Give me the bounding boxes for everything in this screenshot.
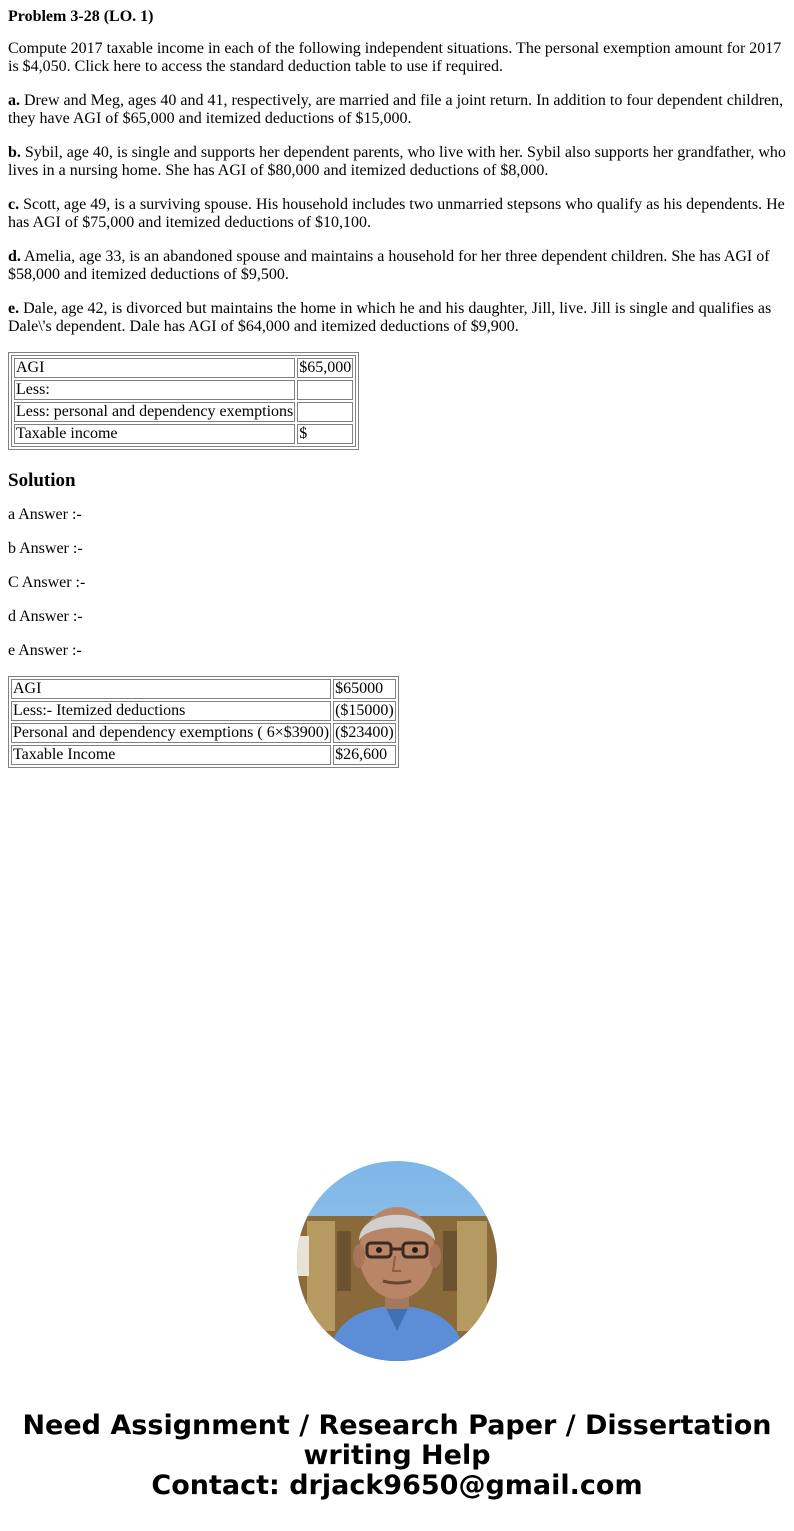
- problem-item-d: [8, 248, 786, 284]
- answer-d: d Answer :-: [8, 608, 83, 625]
- table-row: [14, 358, 353, 378]
- item-letter: e.: [8, 300, 20, 317]
- table-row: [14, 380, 353, 400]
- promo-line: Need Assignment / Research Paper / Dissertation: [22, 1410, 772, 1441]
- table-row: [14, 402, 353, 422]
- item-letter: a.: [8, 92, 20, 109]
- table-label-cell: AGI: [11, 679, 331, 699]
- table-value-cell: ($23400): [335, 724, 394, 741]
- table-row: [11, 723, 396, 743]
- table-value-cell[interactable]: $65,000: [299, 359, 352, 376]
- promo-line: writing Help: [303, 1440, 491, 1471]
- item-letter: d.: [8, 248, 21, 265]
- table-value-cell: $65000: [333, 679, 396, 699]
- table-label-cell: Taxable Income: [11, 745, 331, 765]
- table-row: [11, 745, 396, 765]
- table-value-cell[interactable]: [297, 402, 353, 422]
- solution-heading: Solution: [8, 470, 76, 491]
- document-body: [0, 8, 794, 768]
- answer-a: a Answer :-: [8, 506, 82, 523]
- answer-b: b Answer :-: [8, 540, 83, 557]
- answer-e: e Answer :-: [8, 642, 82, 659]
- problem-item-b: [8, 144, 786, 180]
- table-value-cell[interactable]: $: [297, 424, 353, 444]
- promo-contact: Contact: drjack9650@gmail.com: [151, 1470, 643, 1501]
- table-row: [11, 679, 396, 699]
- problem-title: Problem 3-28 (LO. 1): [8, 8, 154, 25]
- table-row: [11, 701, 396, 721]
- item-text: Sybil, age 40, is single and supports her dependent parents, who live with her. Sybil also supports her grandfather, who lives in a nursing home. She has AGI of $80,000 and itemized deductions of $8,000.: [8, 144, 786, 179]
- author-avatar: [297, 1161, 497, 1361]
- author-portrait-icon: [297, 1161, 497, 1361]
- table-value-cell[interactable]: [297, 380, 353, 400]
- item-text: Scott, age 49, is a surviving spouse. His household includes two unmarried stepsons who qualify as his dependents. He has AGI of $75,000 and itemized deductions of $10,100.: [8, 196, 785, 231]
- promo-banner: [0, 1411, 794, 1501]
- problem-table: [8, 352, 359, 450]
- problem-item-a: [8, 92, 786, 128]
- table-value-cell: $26,600: [333, 745, 396, 765]
- table-row: [14, 424, 353, 444]
- table-label-cell: Personal and dependency exemptions ( 6×$3900): [13, 724, 330, 741]
- answer-c: C Answer :-: [8, 574, 86, 591]
- solution-table: [8, 676, 399, 768]
- problem-intro: Compute 2017 taxable income in each of the following independent situations. The personal exemption amount for 2017 is $4,050. Click here to access the standard deduction table to use if required.: [8, 40, 782, 75]
- table-label-cell: Taxable income: [14, 424, 295, 444]
- item-text: Amelia, age 33, is an abandoned spouse and maintains a household for her three dependent children. She has AGI of $58,000 and itemized deductions of $9,500.: [8, 248, 770, 283]
- table-label-cell: Less:: [14, 380, 295, 400]
- item-letter: b.: [8, 144, 21, 161]
- item-letter: c.: [8, 196, 20, 213]
- item-text: Drew and Meg, ages 40 and 41, respectively, are married and file a joint return. In addition to four dependent children, they have AGI of $65,000 and itemized deductions of $15,000.: [8, 92, 784, 127]
- problem-item-c: [8, 196, 786, 232]
- table-label-cell: Less:- Itemized deductions: [11, 701, 331, 721]
- table-label-cell: Less: personal and dependency exemptions: [16, 403, 294, 420]
- problem-item-e: [8, 300, 786, 336]
- item-text: Dale, age 42, is divorced but maintains the home in which he and his daughter, Jill, live. Jill is single and qualifies as Dale\'s dependent. Dale has AGI of $64,000 and itemized deductions of $9,900.: [8, 300, 772, 335]
- table-label-cell: AGI: [14, 358, 295, 378]
- answer-list: [8, 506, 786, 660]
- table-value-cell: ($15000): [335, 702, 394, 719]
